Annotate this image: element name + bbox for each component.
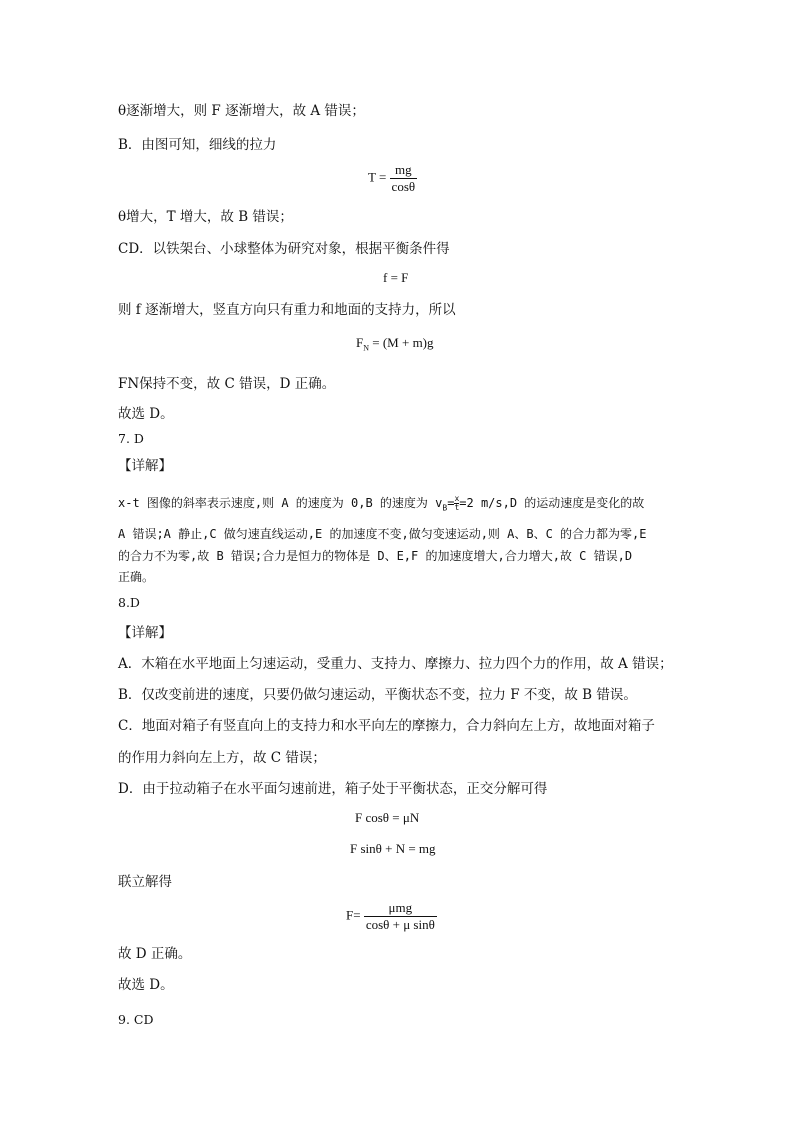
line-b-tension: B．由图可知，细线的拉力 bbox=[118, 137, 277, 153]
equation-force-denominator: cosθ + μ sinθ bbox=[365, 917, 435, 932]
line-q7-a-static: A 错误;A 静止,C 做匀速直线运动,E 的加速度不变,做匀变速运动,则 A、B、C 的合力都为零,E bbox=[118, 527, 647, 541]
equation-force-lhs: F= bbox=[346, 907, 361, 923]
line-q7-answer: 7. D bbox=[118, 431, 144, 446]
equation-tension-numerator: mg bbox=[390, 162, 418, 179]
equation-normal-lhs: F bbox=[356, 335, 364, 350]
equation-force-fraction bbox=[364, 900, 437, 933]
line-q8-b: B．仅改变前进的速度，只要仍做匀速运动，平衡状态不变，拉力 F 不变，故 B 错误。 bbox=[118, 687, 637, 703]
line-q7-slope: x-t 图像的斜率表示速度,则 A 的速度为 0,B 的速度为 $v_B=$ $\frac{x}{t}$ =2 m/s,D 的运动速度是变化的故 bbox=[118, 494, 645, 513]
line-q8-a: A．木箱在水平地面上匀速运动，受重力、支持力、摩擦力、拉力四个力的作用，故 A 错误； bbox=[118, 656, 673, 672]
equation-horizontal: F cosθ = μN bbox=[355, 810, 420, 825]
equation-friction: f = F bbox=[383, 270, 409, 285]
equation-normal-force bbox=[356, 335, 434, 353]
line-q8-c: C．地面对箱子有竖直向上的支持力和水平向左的摩擦力，合力斜向左上方，故地面对箱子 bbox=[118, 718, 655, 734]
equation-vertical: F sinθ + N = mg bbox=[350, 841, 436, 856]
line-q7-slope-part2: =2 m/s,D 的运动速度是变化的故 bbox=[459, 496, 645, 510]
line-fn-constant: FN保持不变，故 C 错误，D 正确。 bbox=[118, 376, 336, 392]
line-d-correct: 故 D 正确。 bbox=[118, 946, 192, 962]
line-detail-heading-2: 【详解】 bbox=[118, 625, 172, 641]
equation-normal-rhs: = (M + m)g bbox=[372, 335, 434, 350]
equation-tension-fraction bbox=[390, 162, 418, 195]
fraction-t: t bbox=[454, 503, 460, 512]
equation-tension bbox=[368, 162, 417, 195]
line-q7-net-force: 的合力不为零,故 B 错误;合力是恒力的物体是 D、E,F 的加速度增大,合力增大,故 C 错误,D bbox=[118, 549, 633, 563]
line-q7-slope-part1: x-t 图像的斜率表示速度,则 A 的速度为 0,B 的速度为 v bbox=[118, 496, 443, 510]
equation-normal-sub: N bbox=[363, 343, 370, 353]
fraction-x: x bbox=[454, 494, 460, 503]
line-choose-d-1: 故选 D。 bbox=[118, 406, 174, 422]
line-combine-solve: 联立解得 bbox=[118, 874, 172, 890]
line-theta-increase: θ逐渐增大，则 F 逐渐增大，故 A 错误； bbox=[118, 103, 365, 119]
line-choose-d-2: 故选 D。 bbox=[118, 977, 174, 993]
line-detail-heading-1: 【详解】 bbox=[118, 458, 172, 474]
equation-force-numerator: μmg bbox=[364, 900, 437, 917]
line-q8-answer: 8.D bbox=[118, 595, 140, 610]
line-cd-analysis: CD．以铁架台、小球整体为研究对象，根据平衡条件得 bbox=[118, 241, 450, 257]
equation-tension-denominator: cosθ bbox=[391, 179, 416, 194]
equation-tension-lhs: T = bbox=[368, 169, 387, 185]
equation-force-result bbox=[346, 900, 437, 933]
line-q8-c-cont: 的作用力斜向左上方，故 C 错误； bbox=[118, 750, 326, 766]
line-t-increase: θ增大，T 增大，故 B 错误； bbox=[118, 209, 293, 225]
line-f-increase: 则 f 逐渐增大，竖直方向只有重力和地面的支持力，所以 bbox=[118, 302, 456, 318]
line-q7-slope-sub: B bbox=[442, 503, 448, 513]
line-q8-d: D．由于拉动箱子在水平面匀速前进，箱子处于平衡状态，正交分解可得 bbox=[118, 781, 548, 797]
line-q9-answer: 9. CD bbox=[118, 1012, 154, 1027]
line-q7-correct: 正确。 bbox=[118, 570, 155, 584]
